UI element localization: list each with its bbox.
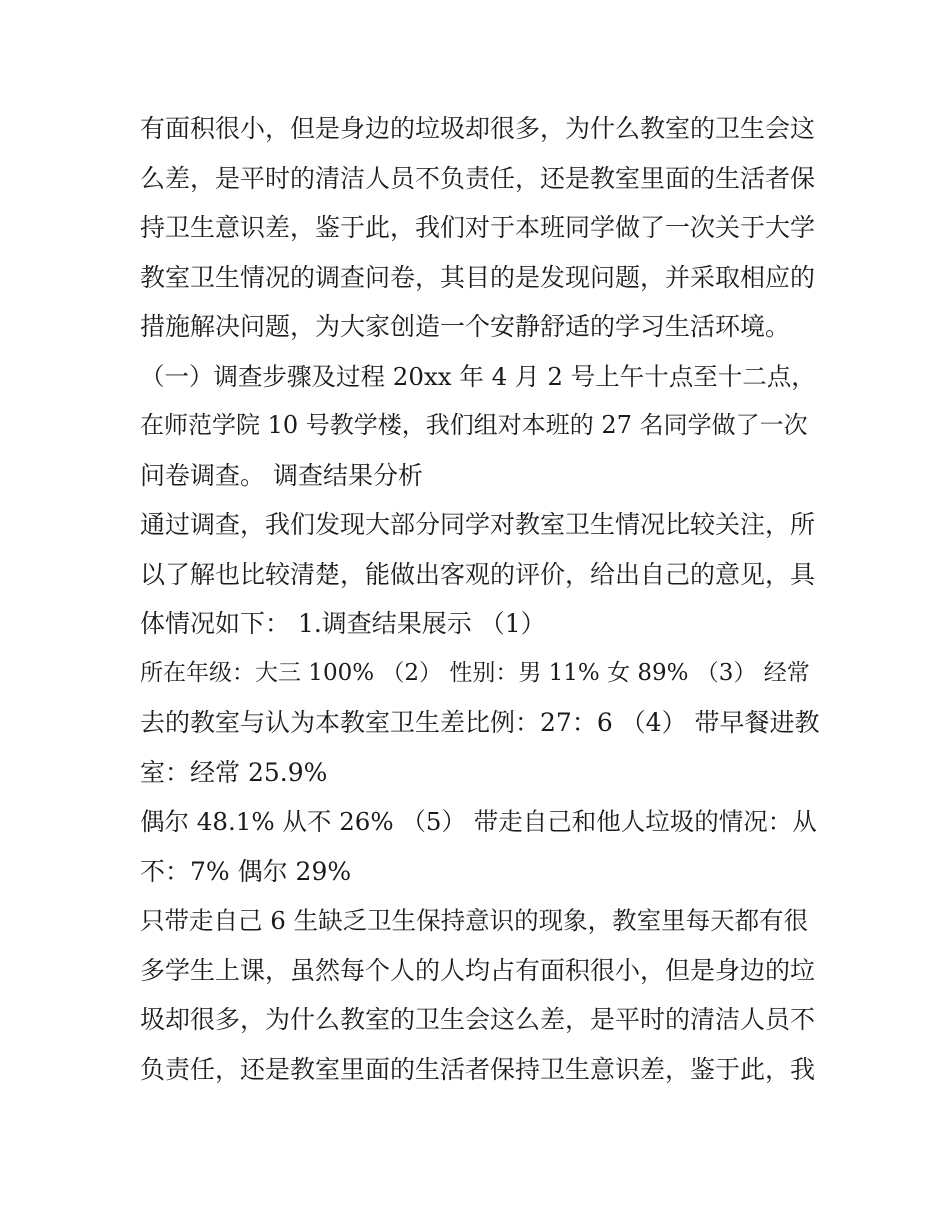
text-line: 去的教室与认为本教室卫生差比例：27：6 （4） 带早餐进教 [140,708,820,737]
text-line: 体情况如下： 1.调查结果展示 （1） [140,609,546,638]
text-line: 圾却很多，为什么教室的卫生会这么差，是平时的清洁人员不 [140,1005,816,1034]
text-line: 室：经常 25.9% [140,757,328,787]
text-line: 负责任，还是教室里面的生活者保持卫生意识差，鉴于此，我 [140,1054,816,1084]
text-line: 教室卫生情况的调查问卷，其目的是发现问题，并采取相应的 [140,262,816,292]
text-line: 只带走自己 6 生缺乏卫生保持意识的现象，教室里每天都有很 [140,906,809,935]
text-line: 所在年级：大三 100% （2） 性别：男 11% 女 89% （3） 经常 [140,659,810,686]
text-line: 么差，是平时的清洁人员不负责任，还是教室里面的生活者保 [140,163,816,193]
text-line: 在师范学院 10 号教学楼，我们组对本班的 27 名同学做了一次 [140,411,808,439]
text-line: 通过调查，我们发现大部分同学对教室卫生情况比较关注，所 [140,510,816,539]
body-text [140,104,820,1094]
text-line: 问卷调查。 调查结果分析 [140,460,423,490]
text-line: 不：7% 偶尔 29% [140,856,352,886]
text-line: 偶尔 48.1% 从不 26% （5） 带走自己和他人垃圾的情况：从 [140,807,817,836]
text-line: （一）调查步骤及过程 20xx 年 4 月 2 号上午十点至十二点， [140,361,816,391]
text-line: 有面积很小，但是身边的垃圾却很多，为什么教室的卫生会这 [140,114,816,143]
text-line: 多学生上课，虽然每个人的人均占有面积很小，但是身边的垃 [140,955,816,985]
text-line: 持卫生意识差，鉴于此，我们对于本班同学做了一次关于大学 [140,213,816,242]
text-line: 以了解也比较清楚，能做出客观的评价，给出自己的意见，具 [140,559,816,589]
text-line: 措施解决问题，为大家创造一个安静舒适的学习生活环境。 [140,312,791,341]
